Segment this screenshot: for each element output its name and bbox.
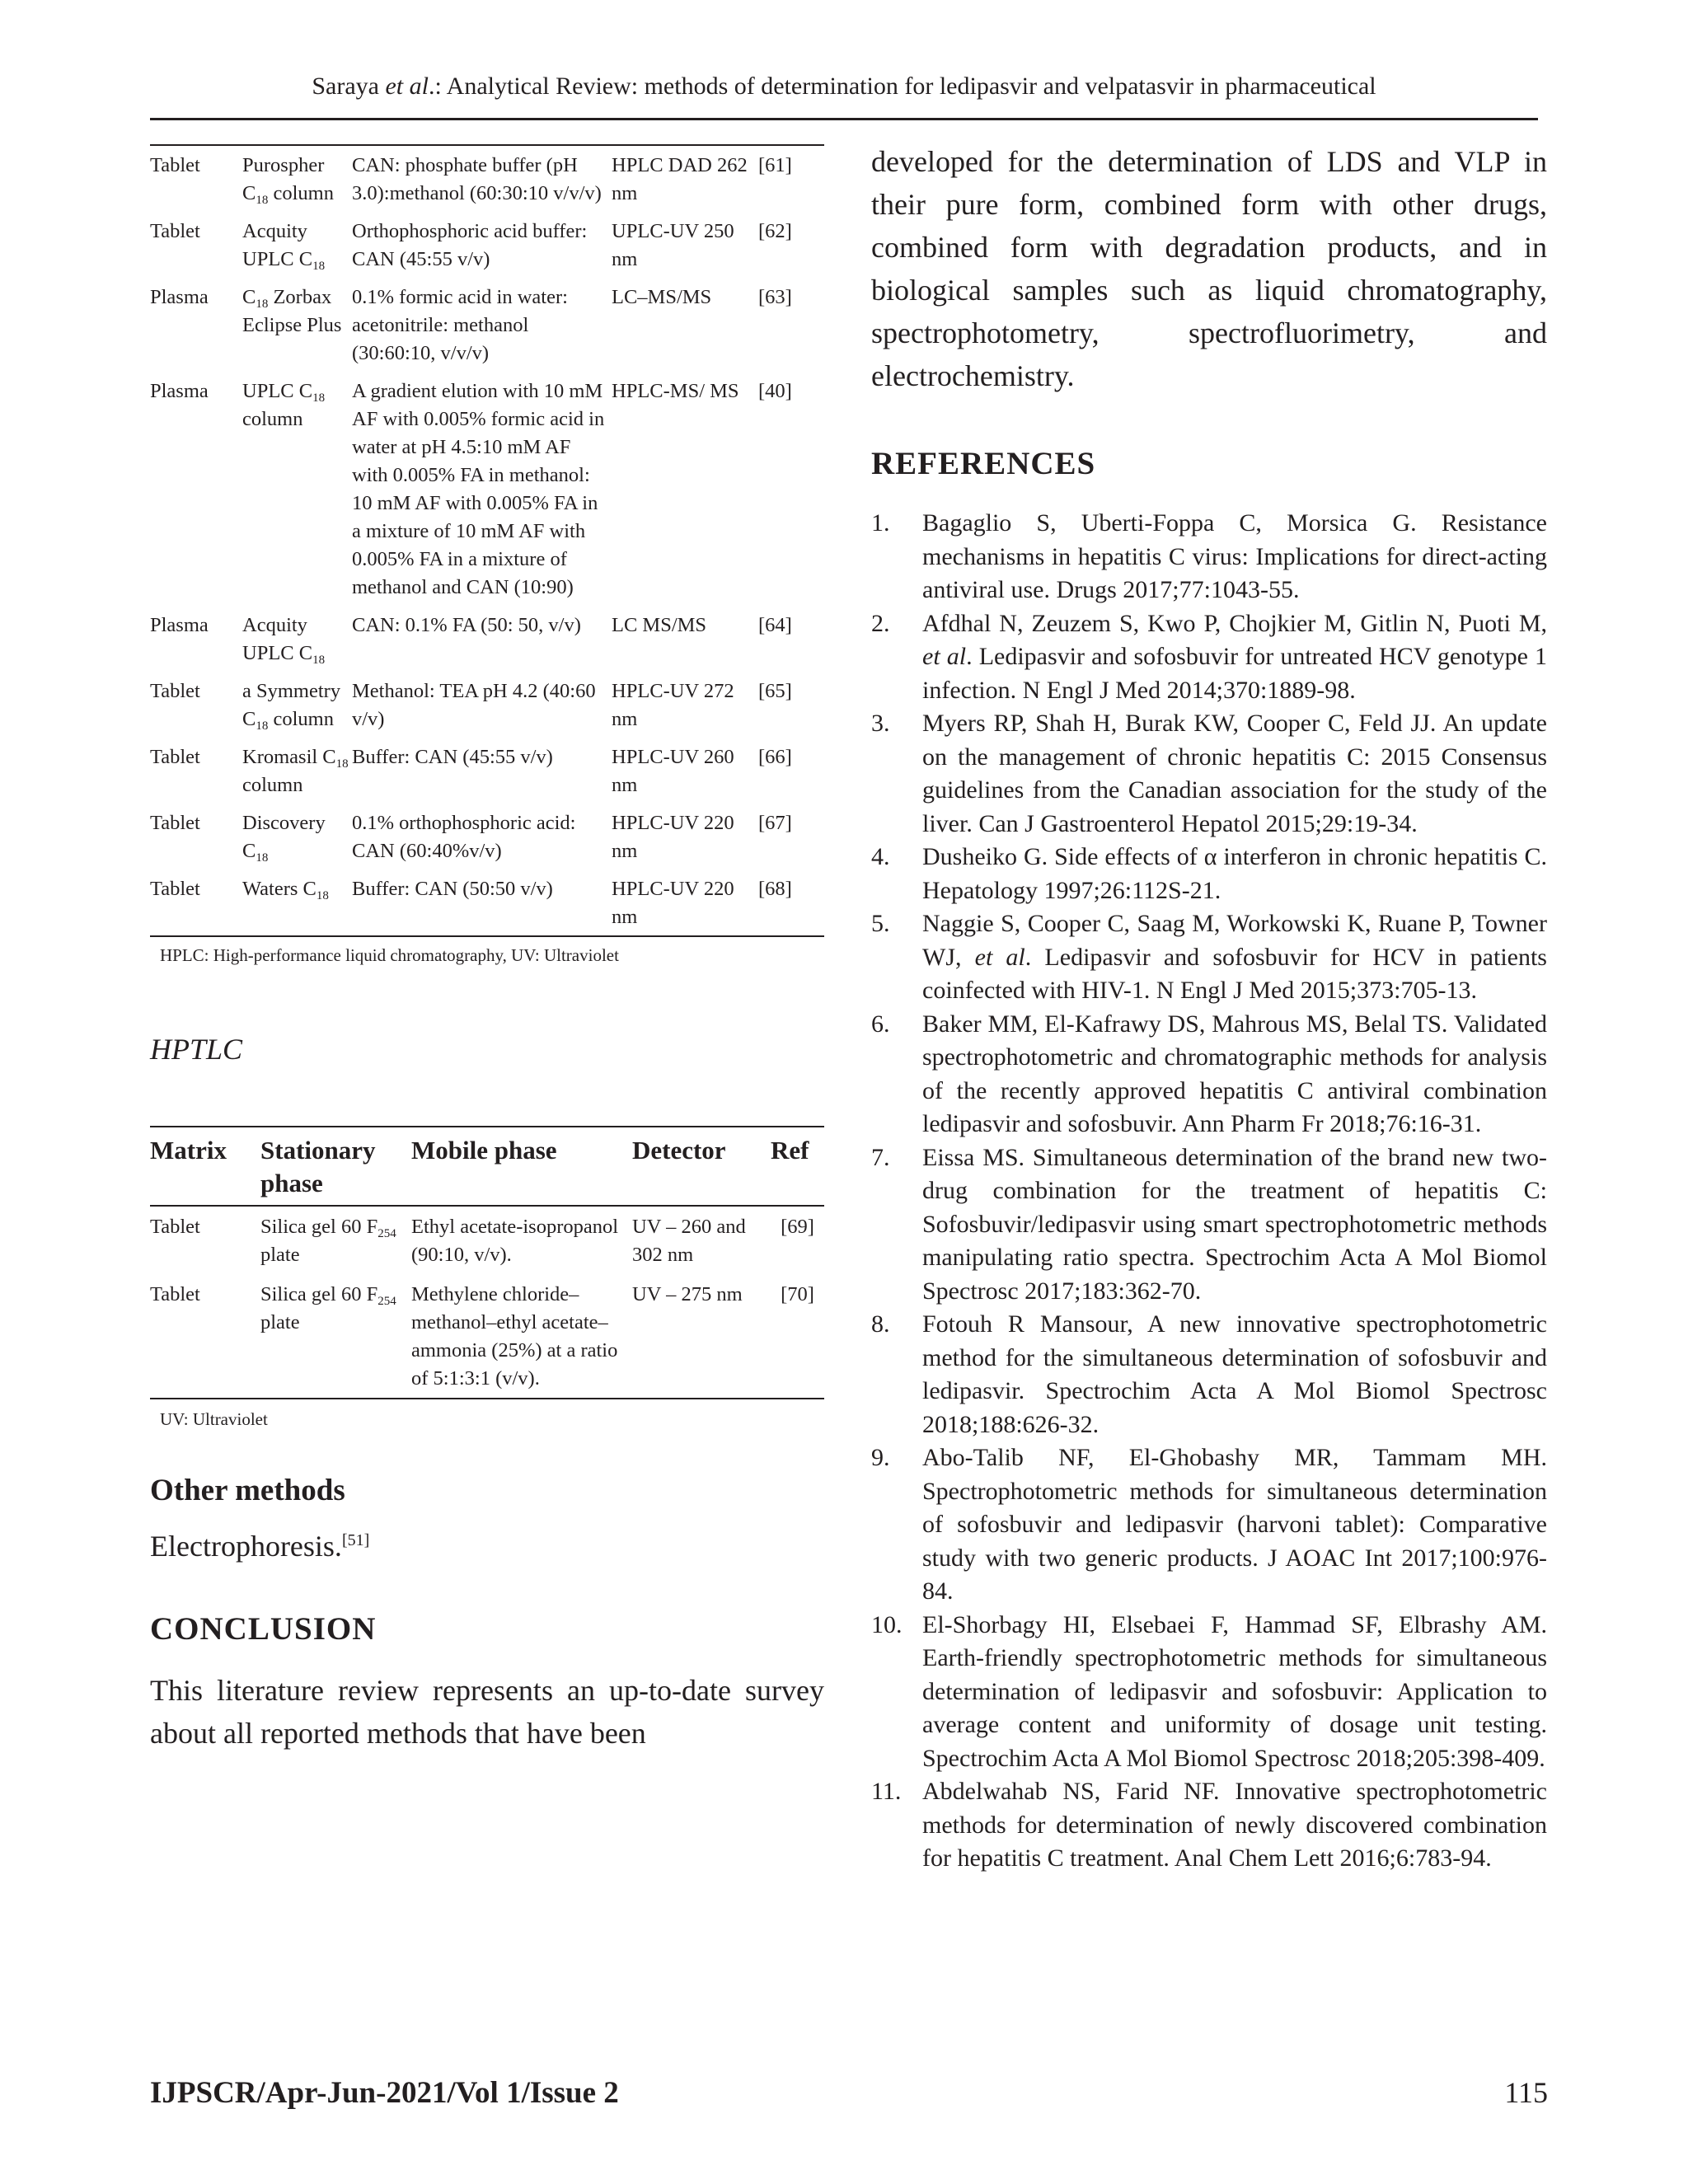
reference-text: Fotouh R Mansour, A new innovative spectrophotometric method for the simultaneous determination of sofosbuvir and ledipasvir. Spectrochim Acta A Mol Biomol Spectrosc 2018;188:626-32.: [922, 1310, 1547, 1438]
cell-stationary: Silica gel 60 $F_{254}$ plate: [260, 1216, 396, 1266]
cell-mobile: Orthophosphoric acid buffer: CAN (45:55 v/v): [352, 220, 588, 270]
header-ref: Ref: [771, 1127, 824, 1206]
reference-number: 2.: [871, 609, 890, 637]
cell-matrix: Tablet: [150, 145, 242, 212]
cell-matrix: Tablet: [150, 1274, 260, 1399]
reference-number: 6.: [871, 1010, 890, 1038]
table-row: [150, 804, 824, 869]
subscript: 18: [312, 260, 326, 273]
cell-mobile: A gradient elution with 10 mM AF with 0.005% formic acid in water at pH 4.5:10 mM AF with 0.005% FA in methanol: 10 mM AF with 0.005% FA in a mixture of 10 mM AF with 0.005% FA in a mixture of methanol and CAN (10:90): [352, 380, 605, 598]
reference-number: 5.: [871, 910, 890, 937]
cell-detector: LC MS/MS: [612, 614, 707, 636]
header-detector: Detector: [632, 1127, 771, 1206]
running-header: [150, 68, 1538, 120]
cell-column: Acquity UPLC $C_{18}$: [242, 614, 326, 667]
cell-matrix: Tablet: [150, 869, 242, 936]
reference-text: Abo-Talib NF, El-Ghobashy MR, Tammam MH. Spectrophotometric methods for simultaneous determination of sofosbuvir and ledipasvir (harvoni tablet): Comparative study with two generic products. J AOAC Int 2017;100:976-84.: [922, 1444, 1547, 1605]
reference-item: [871, 907, 1547, 1008]
other-methods-text: [150, 1525, 824, 1568]
header-mobile: Mobile phase: [411, 1127, 632, 1206]
cell-ref: [62]: [758, 220, 792, 242]
other-methods-heading: Other methods: [150, 1474, 345, 1507]
reference-text: Dusheiko G. Side effects of α interferon in chronic hepatitis C. Hepatology 1997;26:112S-21.: [922, 843, 1547, 904]
cell-detector: HPLC-UV 260 nm: [612, 746, 734, 796]
cell-mobile: 0.1% formic acid in water: acetonitrile: methanol (30:60:10, v/v/v): [352, 286, 568, 364]
cell-column: a Symmetry $C_{18}$ column: [242, 680, 341, 733]
cell-matrix: Tablet: [150, 812, 200, 834]
cell-ref: [68]: [758, 869, 824, 936]
subscript: 18: [312, 391, 326, 405]
subscript: 254: [377, 1227, 396, 1240]
header-matrix: Matrix: [150, 1127, 260, 1206]
table-row: [150, 1274, 824, 1399]
cell-mobile: Buffer: CAN (50:50 v/v): [352, 869, 612, 936]
reference-number: 1.: [871, 509, 890, 537]
cell-column: UPLC $C_{18}$ column: [242, 380, 326, 430]
table-row: [150, 869, 824, 936]
cell-mobile: Methanol: TEA pH 4.2 (40:60 v/v): [352, 680, 596, 730]
subscript: 18: [312, 654, 326, 667]
reference-number: 8.: [871, 1310, 890, 1338]
reference-item: [871, 1008, 1547, 1141]
reference-item: [871, 607, 1547, 708]
table-row: [150, 278, 824, 372]
hplc-table: [150, 144, 824, 937]
cell-detector: UV – 275 nm: [632, 1274, 771, 1399]
reference-text: Bagaglio S, Uberti-Foppa C, Morsica G. Resistance mechanisms in hepatitis C virus: Implications for direct-acting antiviral use. Drugs 2017;77:1043-55.: [922, 509, 1547, 603]
cell-detector: UV – 260 and 302 nm: [632, 1216, 746, 1266]
cell-column: Kromasil $C_{18}$ column: [242, 746, 349, 796]
cell-column: Purospher $C_{18}$ column: [242, 145, 352, 212]
cell-mobile: Buffer: CAN (45:55 v/v): [352, 746, 553, 768]
conclusion-text-left: This literature review represents an up-to-date survey about all reported methods that have been: [150, 1674, 824, 1750]
table-row: [150, 1206, 824, 1274]
references-list: [871, 507, 1547, 1876]
subscript: 18: [335, 757, 349, 771]
header-stationary: Stationary phase: [260, 1127, 411, 1206]
cell-mobile: CAN: 0.1% FA (50: 50, v/v): [352, 614, 581, 636]
cell-column: Acquity UPLC $C_{18}$: [242, 220, 326, 273]
cell-matrix: Tablet: [150, 680, 200, 702]
reference-item: [871, 707, 1547, 841]
hptlc-table-note: UV: Ultraviolet: [160, 1409, 268, 1429]
footer-journal: IJPSCR/Apr-Jun-2021/Vol 1/Issue 2: [150, 2076, 619, 2110]
references-heading: REFERENCES: [871, 446, 1096, 481]
conclusion-text-right: developed for the determination of LDS and VLP in their pure form, combined form with other drugs, combined form with degradation products, and in biological samples such as liquid chromatography, spectrophotometry, spectrofluorimetry, and electrochemistry.: [871, 145, 1547, 392]
table-row: [150, 372, 824, 606]
cell-detector: UPLC-UV 250 nm: [612, 220, 734, 270]
cell-mobile: 0.1% orthophosphoric acid: CAN (60:40%v/v): [352, 812, 576, 862]
reference-number: 4.: [871, 843, 890, 870]
cell-detector: HPLC DAD 262 nm: [612, 145, 758, 212]
reference-number: 9.: [871, 1444, 890, 1471]
cell-matrix: Plasma: [150, 286, 209, 308]
reference-item: [871, 1609, 1547, 1776]
cell-column: Discovery $C_{18}$: [242, 812, 326, 865]
reference-item: [871, 841, 1547, 907]
cell-detector: HPLC-UV 272 nm: [612, 680, 734, 730]
cell-detector: LC–MS/MS: [612, 286, 712, 308]
header-authors: Saraya: [312, 73, 379, 100]
cell-ref: [67]: [758, 812, 792, 834]
reference-item: [871, 1308, 1547, 1441]
reference-text: Baker MM, El-Kafrawy DS, Mahrous MS, Belal TS. Validated spectrophotometric and chromatographic methods for analysis of the recently approved hepatitis C antiviral combination ledipasvir and sofosbuvir. Ann Pharm Fr 2018;76:16-31.: [922, 1010, 1547, 1137]
cell-mobile: CAN: phosphate buffer (pH 3.0):methanol (60:30:10 v/v/v): [352, 145, 612, 212]
cell-ref: [63]: [758, 286, 792, 308]
conclusion-heading: CONCLUSION: [150, 1611, 377, 1647]
subscript: 18: [316, 889, 329, 902]
cell-matrix: Tablet: [150, 1216, 200, 1238]
cell-ref: [40]: [758, 380, 792, 402]
et-al: et al: [974, 943, 1025, 971]
header-title: .: Analytical Review: methods of determination for ledipasvir and velpatasvir in pharmaceutical: [428, 73, 1376, 100]
reference-text: Eissa MS. Simultaneous determination of the brand new two-drug combination for the treatment of hepatitis C: Sofosbuvir/ledipasvir using smart spectrophotometric methods manipulating ratio spectra. Spectrochim Acta A Mol Biomol Spectrosc 2017;183:362-70.: [922, 1143, 1547, 1305]
table-row: [150, 738, 824, 804]
reference-text: El-Shorbagy HI, Elsebaei F, Hammad SF, Elbrashy AM. Earth-friendly spectrophotometric methods for simultaneous determination of ledipasvir and sofosbuvir: Application to average content and uniformity of dosage unit testing. Spectrochim Acta A Mol Biomol Spectrosc 2018;205:398-409.: [922, 1610, 1547, 1772]
cell-matrix: Tablet: [150, 746, 200, 768]
reference-number: 3.: [871, 710, 890, 737]
reference-item: [871, 1141, 1547, 1309]
cell-detector: HPLC-UV 220 nm: [612, 869, 758, 936]
cell-matrix: Plasma: [150, 380, 209, 402]
cell-ref: [61]: [758, 145, 824, 212]
other-methods-body: Electrophoresis.: [150, 1530, 342, 1563]
table-row: [150, 672, 824, 738]
header-etal: et al: [385, 73, 429, 100]
reference-text: Afdhal N, Zeuzem S, Kwo P, Chojkier M, Gitlin N, Puoti M, et al. Ledipasvir and sofosbuvir for untreated HCV genotype 1 infection. N Engl J Med 2014;370:1889-98.: [922, 609, 1547, 704]
cell-detector: HPLC-UV 220 nm: [612, 812, 734, 862]
cell-detector: HPLC-MS/ MS: [612, 380, 739, 402]
et-al: et al: [922, 643, 967, 670]
subscript: 254: [377, 1295, 396, 1308]
subscript: 18: [256, 851, 269, 865]
subscript: 18: [256, 719, 269, 733]
cell-stationary: Silica gel 60 $F_{254}$ plate: [260, 1274, 411, 1399]
other-methods-cite: [51]: [341, 1531, 370, 1549]
reference-text: Naggie S, Cooper C, Saag M, Workowski K, Ruane P, Towner WJ, et al. Ledipasvir and sofosbuvir for HCV in patients coinfected with HIV-1. N Engl J Med 2015;373:705-13.: [922, 910, 1547, 1004]
cell-mobile: Methylene chloride–methanol–ethyl acetate–ammonia (25%) at a ratio of 5:1:3:1 (v/v).: [411, 1274, 632, 1399]
cell-ref: [66]: [758, 746, 792, 768]
cell-ref: [65]: [758, 680, 792, 702]
table-row: [150, 145, 824, 212]
cell-ref: [69]: [781, 1216, 814, 1238]
reference-item: [871, 1441, 1547, 1609]
reference-text: Abdelwahab NS, Farid NF. Innovative spectrophotometric methods for determination of newly discovered combination for hepatitis C treatment. Anal Chem Lett 2016;6:783-94.: [922, 1778, 1547, 1872]
reference-number: 7.: [871, 1143, 890, 1171]
cell-ref: [64]: [758, 614, 792, 636]
hplc-table-note: HPLC: High-performance liquid chromatography, UV: Ultraviolet: [160, 945, 619, 965]
left-column: [150, 144, 824, 1755]
right-column: [871, 140, 1547, 1876]
hptlc-table: [150, 1126, 824, 1399]
cell-ref: [70]: [771, 1274, 824, 1399]
reference-number: 11.: [871, 1778, 902, 1805]
cell-column: $C_{18}$ Zorbax Eclipse Plus: [242, 286, 342, 336]
cell-mobile: Ethyl acetate-isopropanol (90:10, v/v).: [411, 1216, 619, 1266]
reference-item: [871, 1775, 1547, 1876]
cell-column: Waters $C_{18}$: [242, 869, 352, 936]
reference-number: 10.: [871, 1610, 903, 1638]
hptlc-heading: HPTLC: [150, 1033, 243, 1066]
table-row: [150, 212, 824, 278]
table-row: [150, 606, 824, 672]
reference-item: [871, 507, 1547, 607]
subscript: 18: [256, 194, 269, 207]
cell-matrix: Plasma: [150, 614, 209, 636]
subscript: 18: [256, 298, 269, 311]
page-number: 115: [1504, 2076, 1548, 2109]
reference-text: Myers RP, Shah H, Burak KW, Cooper C, Feld JJ. An update on the management of chronic hepatitis C: 2015 Consensus guidelines from the Canadian association for the study of the liver. Can J Gastroenterol Hepatol 2015;29:19-34.: [922, 710, 1547, 837]
cell-matrix: Tablet: [150, 220, 200, 242]
